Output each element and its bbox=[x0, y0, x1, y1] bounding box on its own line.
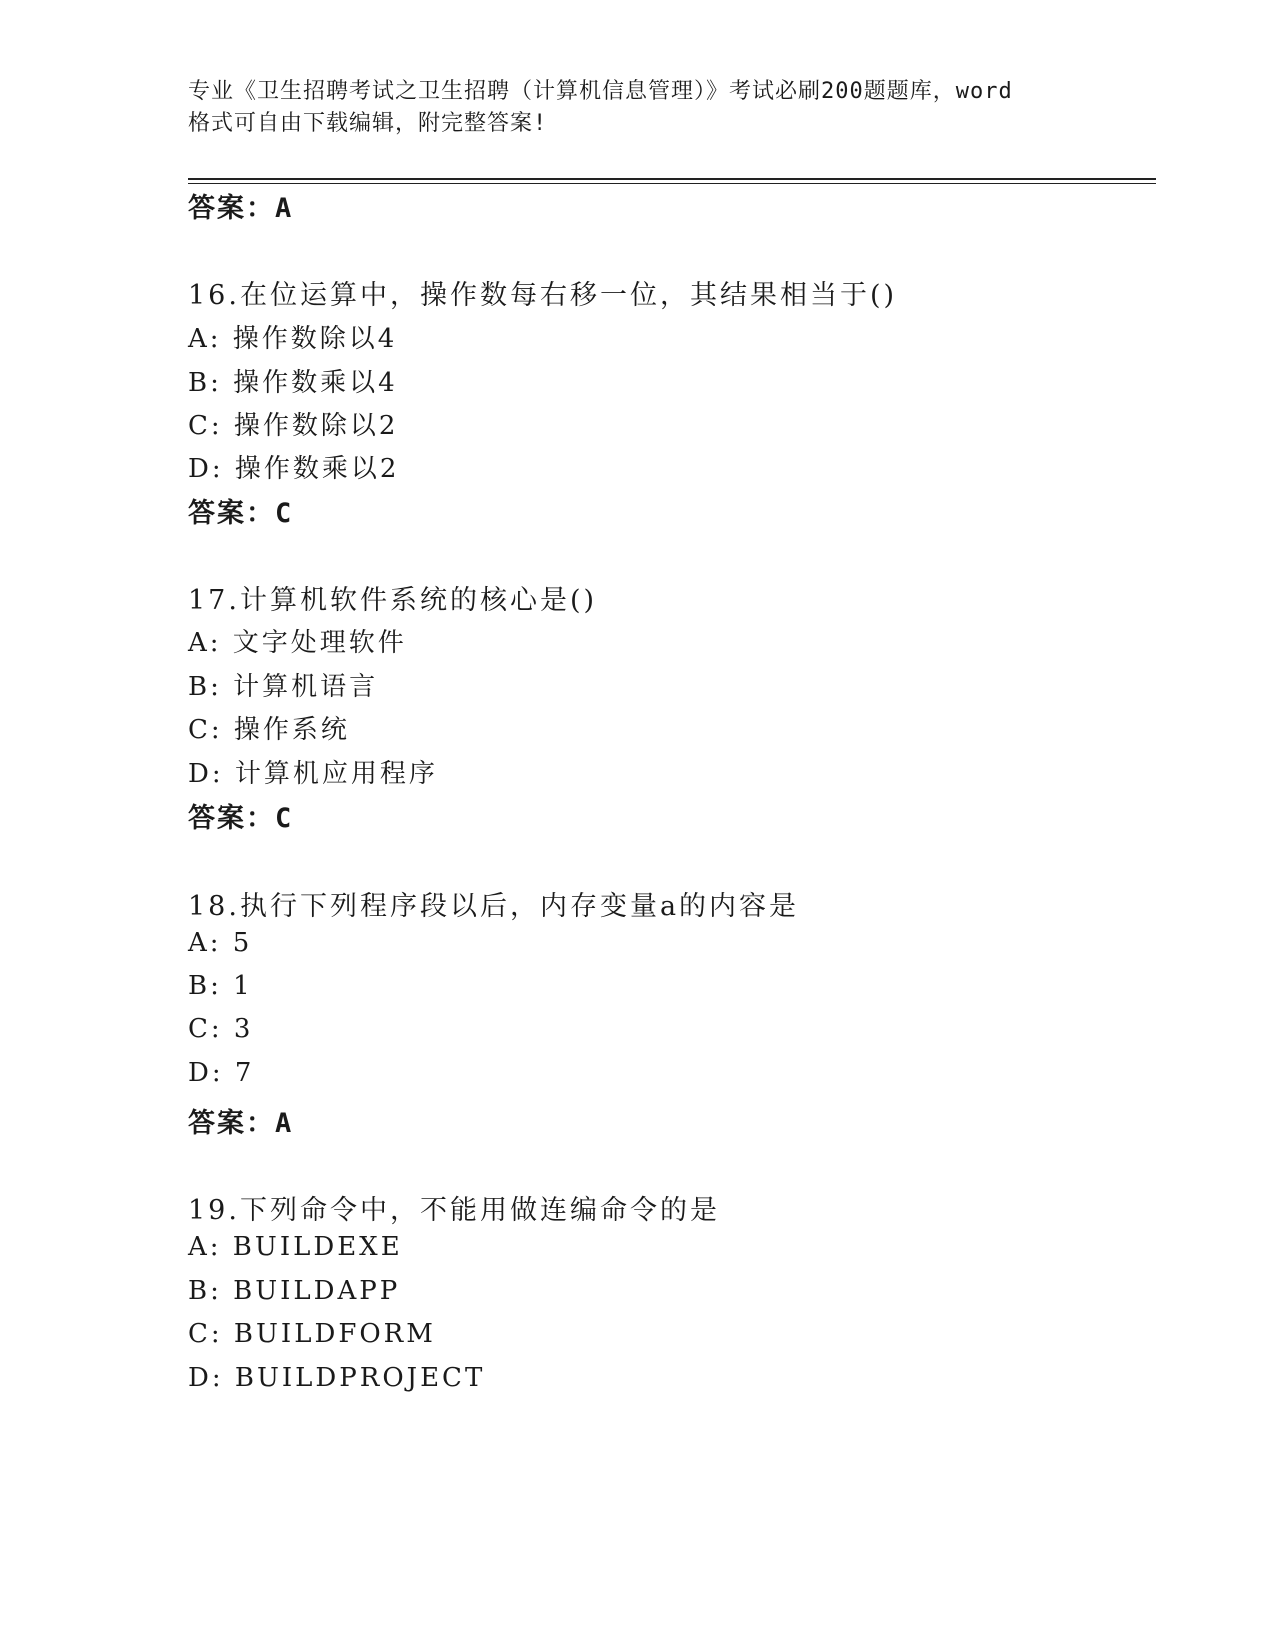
question-19-option-b: B: BUILDAPP bbox=[188, 1276, 401, 1306]
question-18-option-d: D: 7 bbox=[188, 1058, 255, 1088]
question-17-option-c: C: 操作系统 bbox=[188, 715, 350, 745]
question-18-option-a: A: 5 bbox=[188, 928, 253, 958]
question-18-text: 18.执行下列程序段以后，内存变量a的内容是 bbox=[188, 891, 800, 922]
document-header-line-2: 格式可自由下载编辑，附完整答案! bbox=[188, 111, 548, 136]
question-19-text: 19.下列命令中，不能用做连编命令的是 bbox=[188, 1195, 720, 1226]
document-header-line-1: 专业《卫生招聘考试之卫生招聘（计算机信息管理）》考试必刷200题题库，word bbox=[188, 79, 1013, 104]
question-16-option-b: B: 操作数乘以4 bbox=[188, 368, 398, 398]
question-17-option-d: D: 计算机应用程序 bbox=[188, 759, 438, 789]
question-18-option-c: C: 3 bbox=[188, 1014, 254, 1044]
question-16-option-d: D: 操作数乘以2 bbox=[188, 454, 400, 484]
question-19-option-a: A: BUILDEXE bbox=[188, 1232, 403, 1262]
question-19-option-d: D: BUILDPROJECT bbox=[188, 1363, 486, 1393]
answer-line: 答案：A bbox=[188, 193, 294, 224]
question-16-text: 16.在位运算中，操作数每右移一位，其结果相当于() bbox=[188, 280, 898, 311]
question-17-option-a: A: 文字处理软件 bbox=[188, 628, 407, 658]
question-17-answer: 答案：C bbox=[188, 803, 294, 834]
question-19-option-c: C: BUILDFORM bbox=[188, 1319, 436, 1349]
question-18-option-b: B: 1 bbox=[188, 971, 253, 1001]
question-16-answer: 答案：C bbox=[188, 498, 294, 529]
question-17-text: 17.计算机软件系统的核心是() bbox=[188, 585, 598, 616]
question-17-option-b: B: 计算机语言 bbox=[188, 672, 379, 702]
question-18-answer: 答案：A bbox=[188, 1108, 294, 1139]
header-divider-thick bbox=[188, 178, 1156, 180]
question-16-option-a: A: 操作数除以4 bbox=[188, 324, 398, 354]
header-divider-thin bbox=[188, 183, 1156, 184]
question-16-option-c: C: 操作数除以2 bbox=[188, 411, 399, 441]
